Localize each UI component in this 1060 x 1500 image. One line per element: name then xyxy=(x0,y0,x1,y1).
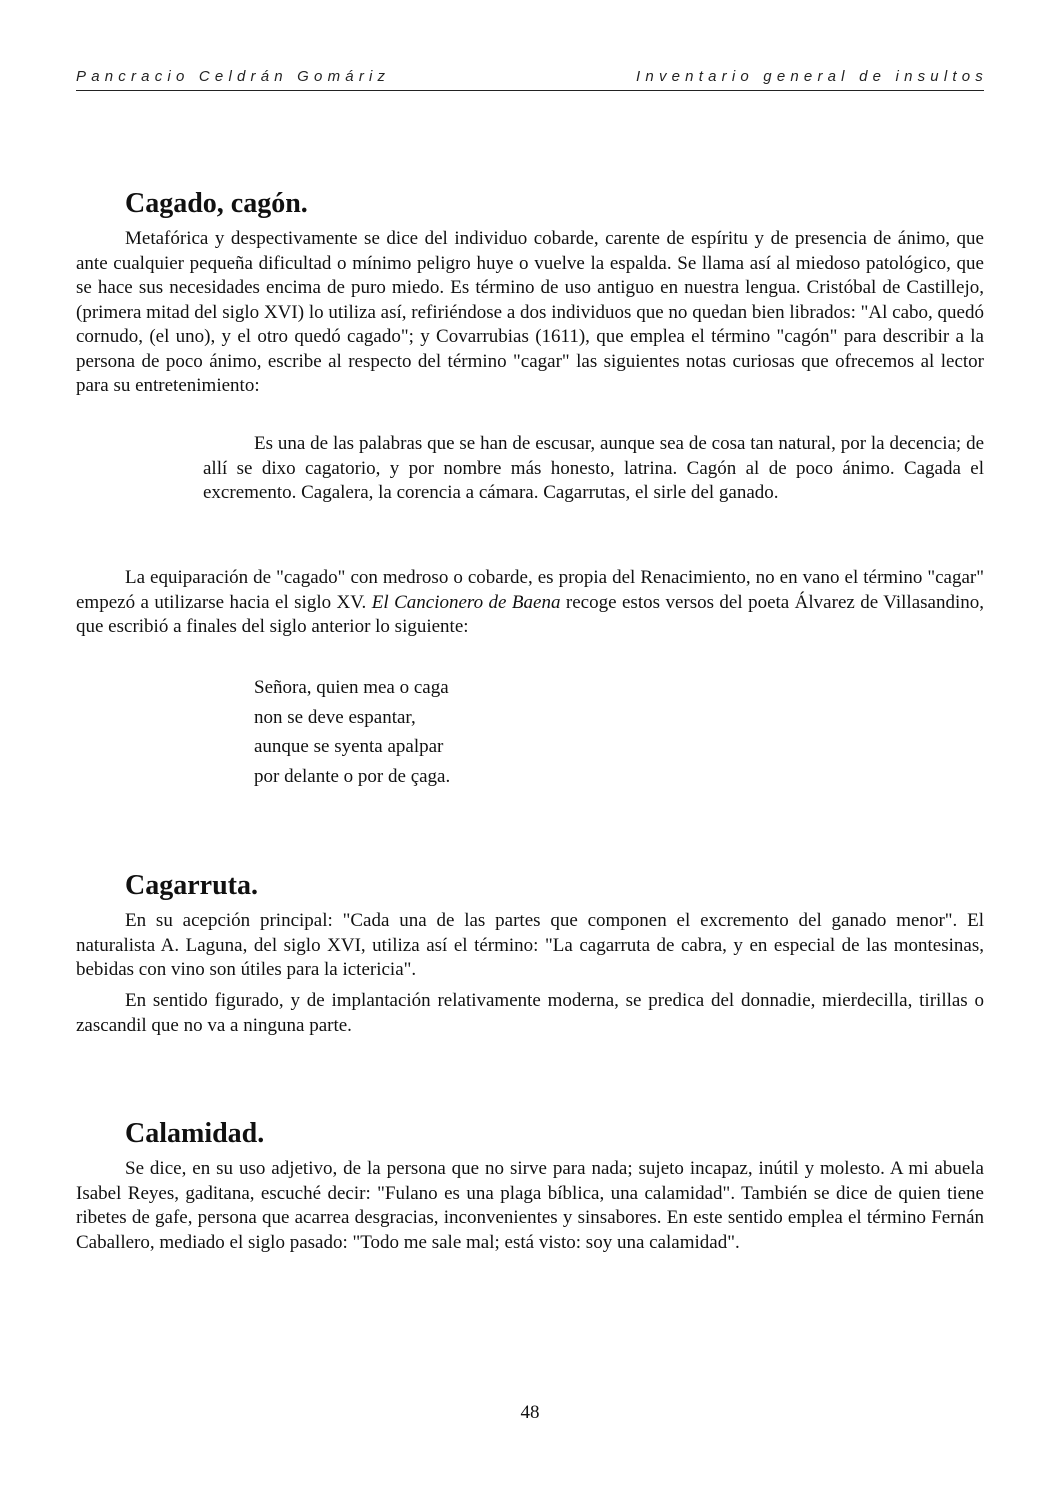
entry-title-calamidad: Calamidad. xyxy=(125,1118,265,1149)
entry-title-cagado: Cagado, cagón. xyxy=(125,188,308,219)
entry-paragraph: En su acepción principal: "Cada una de las partes que componen el excremento del ganado menor". El naturalista A. Laguna, del siglo XVI, utiliza así el término: "La cagarruta de cabra, y en especial de las montesinas, bebidas con vino son útiles para la ictericia". xyxy=(76,910,984,980)
page-number: 48 xyxy=(520,1402,540,1423)
entry-paragraph: Metafórica y despectivamente se dice del individuo cobarde, carente de espíritu y de presencia de ánimo, que ante cualquier pequeña dificultad o mínimo peligro huye o vuelve la espalda. Se llama así al miedoso patológico, que se hace sus necesidades encima de puro miedo. Es término de uso antiguo en nuestra lengua. Cristóbal de Castillejo, (primera mitad del siglo XVI) lo utiliza así, refiriéndose a dos individuos que no quedan bien librados: "Al cabo, quedó cornudo, (el uno), y el otro quedó cagado"; y Covarrubias (1611), que emplea el término "cagón" para describir a la persona de poco ánimo, escribe al respecto del término "cagar" las siguientes notas curiosas que ofrecemos al lector para su entretenimiento: xyxy=(76,228,984,396)
paragraph-text: La equiparación de "cagado" con medroso o cobarde, es propia del Renacimiento, no en vano el término "cagar" empezó a utilizarse hacia el siglo XV. xyxy=(76,567,984,613)
block-quote: Es una de las palabras que se han de escusar, aunque sea de cosa tan natural, por la decencia; de allí se dixo cagatorio, y por nombre más honesto, latrina. Cagón al de poco ánimo. Cagada el excremento. Cagalera, la corencia a cámara. Cagarrutas, el sirle del ganado. xyxy=(203,433,984,503)
verse-line: non se deve espantar, xyxy=(254,706,416,728)
verse-line: Señora, quien mea o caga xyxy=(254,677,449,698)
paragraph-text: recoge estos versos del poeta Álvarez de Villasandino, que escribió a finales del siglo anterior lo siguiente: xyxy=(76,591,984,637)
verse-line: por delante o por de çaga. xyxy=(254,765,451,787)
entry-paragraph: Se dice, en su uso adjetivo, de la persona que no sirve para nada; sujeto incapaz, inútil y molesto. A mi abuela Isabel Reyes, gaditana, escuché decir: "Fulano es una plaga bíblica, una calamidad". También se dice de quien tiene ribetes de gafe, persona que acarrea desgracias, inconvenientes y sinsabores. En este sentido emplea el término Fernán Caballero, mediado el siglo pasado: "Todo me sale mal; está visto: soy una calamidad". xyxy=(76,1158,984,1253)
header-book-title: Inventario general de insultos xyxy=(636,68,988,85)
work-title: El Cancionero de Baena xyxy=(371,591,561,613)
header-author: Pancracio Celdrán Gomáriz xyxy=(76,68,391,85)
verse-line: aunque se syenta apalpar xyxy=(254,736,444,757)
entry-paragraph: En sentido figurado, y de implantación relativamente moderna, se predica del donnadie, mierdecilla, tirillas o zascandil que no va a ninguna parte. xyxy=(76,990,984,1036)
entry-title-cagarruta: Cagarruta. xyxy=(125,870,258,901)
running-header xyxy=(76,68,988,91)
verse-block xyxy=(254,673,450,791)
entry-paragraph xyxy=(76,566,984,640)
